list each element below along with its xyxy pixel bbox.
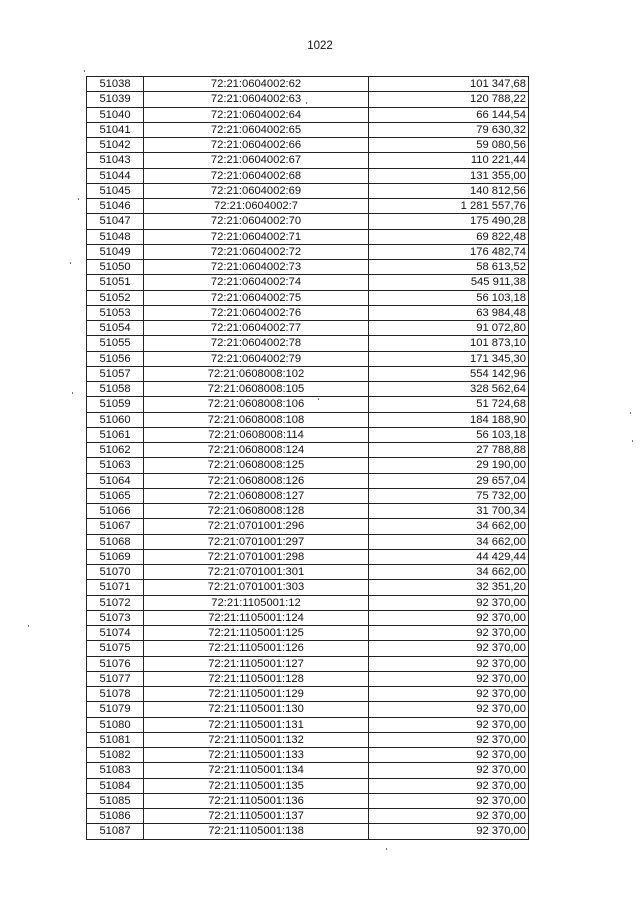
scan-speck xyxy=(630,412,631,414)
row-number-cell: 51044 xyxy=(87,168,144,183)
scan-speck xyxy=(632,440,633,442)
table-row xyxy=(87,183,529,198)
row-number-cell: 51039 xyxy=(87,92,144,107)
value-cell: 92 370,00 xyxy=(369,778,529,793)
table-row xyxy=(87,427,529,442)
value-cell: 75 732,00 xyxy=(369,488,529,503)
registry-table xyxy=(86,76,529,840)
row-number-cell: 51047 xyxy=(87,214,144,229)
cadastral-number-cell: 72:21:1105001:129 xyxy=(144,687,369,702)
cadastral-number-cell: 72:21:1105001:133 xyxy=(144,748,369,763)
row-number-cell: 51079 xyxy=(87,702,144,717)
row-number-cell: 51064 xyxy=(87,473,144,488)
value-cell: 92 370,00 xyxy=(369,763,529,778)
value-cell: 328 562,64 xyxy=(369,382,529,397)
value-cell: 66 144,54 xyxy=(369,107,529,122)
row-number-cell: 51082 xyxy=(87,748,144,763)
scan-speck xyxy=(318,398,319,400)
table-row xyxy=(87,214,529,229)
value-cell: 92 370,00 xyxy=(369,656,529,671)
scan-speck xyxy=(306,102,307,104)
table-row xyxy=(87,717,529,732)
row-number-cell: 51086 xyxy=(87,809,144,824)
cadastral-number-cell: 72:21:0604002:71 xyxy=(144,229,369,244)
value-cell: 92 370,00 xyxy=(369,702,529,717)
value-cell: 92 370,00 xyxy=(369,748,529,763)
value-cell: 44 429,44 xyxy=(369,549,529,564)
table-row xyxy=(87,138,529,153)
cadastral-number-cell: 72:21:0608008:126 xyxy=(144,473,369,488)
value-cell: 63 984,48 xyxy=(369,305,529,320)
registry-table-body xyxy=(87,77,529,840)
cadastral-number-cell: 72:21:1105001:138 xyxy=(144,824,369,839)
value-cell: 92 370,00 xyxy=(369,793,529,808)
cadastral-number-cell: 72:21:0604002:62 xyxy=(144,77,369,92)
cadastral-number-cell: 72:21:0604002:75 xyxy=(144,290,369,305)
cadastral-number-cell: 72:21:1105001:134 xyxy=(144,763,369,778)
cadastral-number-cell: 72:21:1105001:136 xyxy=(144,793,369,808)
row-number-cell: 51038 xyxy=(87,77,144,92)
cadastral-number-cell: 72:21:0604002:64 xyxy=(144,107,369,122)
table-row xyxy=(87,199,529,214)
table-row xyxy=(87,244,529,259)
scan-speck xyxy=(70,262,71,264)
row-number-cell: 51075 xyxy=(87,641,144,656)
table-row xyxy=(87,351,529,366)
table-row xyxy=(87,382,529,397)
row-number-cell: 51043 xyxy=(87,153,144,168)
value-cell: 32 351,20 xyxy=(369,580,529,595)
value-cell: 91 072,80 xyxy=(369,321,529,336)
row-number-cell: 51059 xyxy=(87,397,144,412)
table-row xyxy=(87,809,529,824)
cadastral-number-cell: 72:21:1105001:135 xyxy=(144,778,369,793)
table-row xyxy=(87,671,529,686)
row-number-cell: 51077 xyxy=(87,671,144,686)
cadastral-number-cell: 72:21:0604002:7 xyxy=(144,199,369,214)
cadastral-number-cell: 72:21:1105001:127 xyxy=(144,656,369,671)
value-cell: 56 103,18 xyxy=(369,427,529,442)
table-row xyxy=(87,92,529,107)
table-row xyxy=(87,595,529,610)
cadastral-number-cell: 72:21:0604002:78 xyxy=(144,336,369,351)
row-number-cell: 51078 xyxy=(87,687,144,702)
table-row xyxy=(87,702,529,717)
row-number-cell: 51062 xyxy=(87,443,144,458)
value-cell: 51 724,68 xyxy=(369,397,529,412)
cadastral-number-cell: 72:21:1105001:131 xyxy=(144,717,369,732)
value-cell: 92 370,00 xyxy=(369,671,529,686)
row-number-cell: 51073 xyxy=(87,610,144,625)
cadastral-number-cell: 72:21:1105001:12 xyxy=(144,595,369,610)
scan-speck xyxy=(28,625,29,627)
table-row xyxy=(87,77,529,92)
value-cell: 545 911,38 xyxy=(369,275,529,290)
cadastral-number-cell: 72:21:0604002:74 xyxy=(144,275,369,290)
cadastral-number-cell: 72:21:1105001:124 xyxy=(144,610,369,625)
row-number-cell: 51042 xyxy=(87,138,144,153)
row-number-cell: 51081 xyxy=(87,732,144,747)
row-number-cell: 51048 xyxy=(87,229,144,244)
scan-speck xyxy=(78,198,79,200)
cadastral-number-cell: 72:21:0604002:73 xyxy=(144,260,369,275)
cadastral-number-cell: 72:21:0604002:69 xyxy=(144,183,369,198)
table-row xyxy=(87,610,529,625)
cadastral-number-cell: 72:21:0701001:296 xyxy=(144,519,369,534)
cadastral-number-cell: 72:21:1105001:126 xyxy=(144,641,369,656)
value-cell: 29 657,04 xyxy=(369,473,529,488)
row-number-cell: 51080 xyxy=(87,717,144,732)
row-number-cell: 51053 xyxy=(87,305,144,320)
value-cell: 92 370,00 xyxy=(369,824,529,839)
value-cell: 92 370,00 xyxy=(369,595,529,610)
table-row xyxy=(87,397,529,412)
value-cell: 69 822,48 xyxy=(369,229,529,244)
table-row xyxy=(87,275,529,290)
table-row xyxy=(87,412,529,427)
row-number-cell: 51071 xyxy=(87,580,144,595)
row-number-cell: 51055 xyxy=(87,336,144,351)
cadastral-number-cell: 72:21:1105001:125 xyxy=(144,626,369,641)
value-cell: 34 662,00 xyxy=(369,519,529,534)
table-row xyxy=(87,824,529,839)
table-row xyxy=(87,443,529,458)
table-row xyxy=(87,732,529,747)
cadastral-number-cell: 72:21:0608008:106 xyxy=(144,397,369,412)
row-number-cell: 51051 xyxy=(87,275,144,290)
cadastral-number-cell: 72:21:0604002:65 xyxy=(144,122,369,137)
table-row xyxy=(87,565,529,580)
table-row xyxy=(87,107,529,122)
row-number-cell: 51066 xyxy=(87,504,144,519)
table-row xyxy=(87,687,529,702)
scan-speck xyxy=(72,392,73,394)
row-number-cell: 51040 xyxy=(87,107,144,122)
cadastral-number-cell: 72:21:0604002:70 xyxy=(144,214,369,229)
table-row xyxy=(87,153,529,168)
value-cell: 92 370,00 xyxy=(369,610,529,625)
row-number-cell: 51084 xyxy=(87,778,144,793)
value-cell: 175 490,28 xyxy=(369,214,529,229)
cadastral-number-cell: 72:21:0608008:127 xyxy=(144,488,369,503)
cadastral-number-cell: 72:21:0608008:105 xyxy=(144,382,369,397)
cadastral-number-cell: 72:21:0604002:77 xyxy=(144,321,369,336)
value-cell: 59 080,56 xyxy=(369,138,529,153)
row-number-cell: 51068 xyxy=(87,534,144,549)
value-cell: 101 347,68 xyxy=(369,77,529,92)
row-number-cell: 51069 xyxy=(87,549,144,564)
value-cell: 110 221,44 xyxy=(369,153,529,168)
cadastral-number-cell: 72:21:1105001:137 xyxy=(144,809,369,824)
value-cell: 34 662,00 xyxy=(369,565,529,580)
row-number-cell: 51065 xyxy=(87,488,144,503)
value-cell: 554 142,96 xyxy=(369,366,529,381)
cadastral-number-cell: 72:21:0604002:67 xyxy=(144,153,369,168)
cadastral-number-cell: 72:21:0604002:68 xyxy=(144,168,369,183)
value-cell: 34 662,00 xyxy=(369,534,529,549)
cadastral-number-cell: 72:21:0608008:114 xyxy=(144,427,369,442)
cadastral-number-cell: 72:21:0608008:128 xyxy=(144,504,369,519)
table-row xyxy=(87,580,529,595)
cadastral-number-cell: 72:21:1105001:130 xyxy=(144,702,369,717)
value-cell: 29 190,00 xyxy=(369,458,529,473)
table-row xyxy=(87,778,529,793)
value-cell: 92 370,00 xyxy=(369,809,529,824)
cadastral-number-cell: 72:21:0608008:102 xyxy=(144,366,369,381)
value-cell: 1 281 557,76 xyxy=(369,199,529,214)
table-row xyxy=(87,122,529,137)
cadastral-number-cell: 72:21:0608008:108 xyxy=(144,412,369,427)
cadastral-number-cell: 72:21:0701001:297 xyxy=(144,534,369,549)
value-cell: 92 370,00 xyxy=(369,641,529,656)
row-number-cell: 51041 xyxy=(87,122,144,137)
row-number-cell: 51087 xyxy=(87,824,144,839)
cadastral-number-cell: 72:21:0604002:79 xyxy=(144,351,369,366)
row-number-cell: 51074 xyxy=(87,626,144,641)
cadastral-number-cell: 72:21:0701001:298 xyxy=(144,549,369,564)
table-row xyxy=(87,656,529,671)
table-row xyxy=(87,366,529,381)
value-cell: 27 788,88 xyxy=(369,443,529,458)
cadastral-number-cell: 72:21:1105001:128 xyxy=(144,671,369,686)
value-cell: 184 188,90 xyxy=(369,412,529,427)
table-row xyxy=(87,504,529,519)
table-row xyxy=(87,458,529,473)
table-row xyxy=(87,260,529,275)
table-row xyxy=(87,305,529,320)
value-cell: 58 613,52 xyxy=(369,260,529,275)
table-row xyxy=(87,290,529,305)
row-number-cell: 51085 xyxy=(87,793,144,808)
scan-speck xyxy=(84,70,85,72)
cadastral-number-cell: 72:21:0604002:72 xyxy=(144,244,369,259)
value-cell: 56 103,18 xyxy=(369,290,529,305)
row-number-cell: 51054 xyxy=(87,321,144,336)
row-number-cell: 51063 xyxy=(87,458,144,473)
value-cell: 176 482,74 xyxy=(369,244,529,259)
table-row xyxy=(87,519,529,534)
table-row xyxy=(87,168,529,183)
table-row xyxy=(87,534,529,549)
row-number-cell: 51045 xyxy=(87,183,144,198)
value-cell: 92 370,00 xyxy=(369,732,529,747)
table-row xyxy=(87,748,529,763)
page-number: 1022 xyxy=(307,40,333,52)
row-number-cell: 51046 xyxy=(87,199,144,214)
row-number-cell: 51076 xyxy=(87,656,144,671)
row-number-cell: 51056 xyxy=(87,351,144,366)
row-number-cell: 51060 xyxy=(87,412,144,427)
scan-speck xyxy=(386,848,387,850)
value-cell: 92 370,00 xyxy=(369,626,529,641)
row-number-cell: 51050 xyxy=(87,260,144,275)
row-number-cell: 51058 xyxy=(87,382,144,397)
cadastral-number-cell: 72:21:0604002:63 xyxy=(144,92,369,107)
row-number-cell: 51061 xyxy=(87,427,144,442)
table-row xyxy=(87,473,529,488)
value-cell: 79 630,32 xyxy=(369,122,529,137)
cadastral-number-cell: 72:21:1105001:132 xyxy=(144,732,369,747)
value-cell: 92 370,00 xyxy=(369,717,529,732)
value-cell: 131 355,00 xyxy=(369,168,529,183)
cadastral-number-cell: 72:21:0701001:303 xyxy=(144,580,369,595)
table-row xyxy=(87,793,529,808)
table-row xyxy=(87,336,529,351)
row-number-cell: 51067 xyxy=(87,519,144,534)
value-cell: 171 345,30 xyxy=(369,351,529,366)
table-row xyxy=(87,763,529,778)
cadastral-number-cell: 72:21:0608008:124 xyxy=(144,443,369,458)
cadastral-number-cell: 72:21:0604002:66 xyxy=(144,138,369,153)
row-number-cell: 51070 xyxy=(87,565,144,580)
table-row xyxy=(87,641,529,656)
cadastral-number-cell: 72:21:0604002:76 xyxy=(144,305,369,320)
table-row xyxy=(87,229,529,244)
table-row xyxy=(87,626,529,641)
value-cell: 101 873,10 xyxy=(369,336,529,351)
value-cell: 92 370,00 xyxy=(369,687,529,702)
row-number-cell: 51052 xyxy=(87,290,144,305)
row-number-cell: 51072 xyxy=(87,595,144,610)
table-row xyxy=(87,321,529,336)
value-cell: 31 700,34 xyxy=(369,504,529,519)
row-number-cell: 51057 xyxy=(87,366,144,381)
cadastral-number-cell: 72:21:0608008:125 xyxy=(144,458,369,473)
cadastral-number-cell: 72:21:0701001:301 xyxy=(144,565,369,580)
table-row xyxy=(87,488,529,503)
value-cell: 120 788,22 xyxy=(369,92,529,107)
value-cell: 140 812,56 xyxy=(369,183,529,198)
table-row xyxy=(87,549,529,564)
row-number-cell: 51083 xyxy=(87,763,144,778)
row-number-cell: 51049 xyxy=(87,244,144,259)
